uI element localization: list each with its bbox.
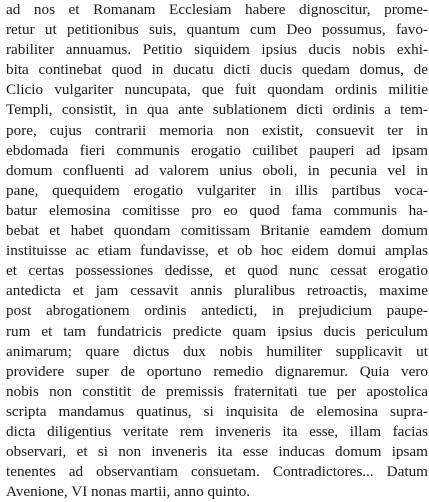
text-line: Templi, consistit, in qua ante sublationem dicti ordinis a tem-	[6, 101, 428, 119]
text-line: tenentes ad observantiam consuetam. Contradictores... Datum	[6, 463, 428, 481]
text-line: post abrogationem ordinis antedicti, in prejudicium paupe-	[6, 302, 428, 320]
text-line: rum et tam fundatricis predicte quam ipsius ducis periculum	[6, 322, 428, 340]
text-line: pore, cujus contrarii memoria non existit, consuevit ter in	[6, 121, 428, 139]
text-line: providere super de oportuno remedio dignaremur. Quia vero	[6, 362, 428, 380]
text-line-last: Avenione, VI nonas martii, anno quinto.	[6, 483, 251, 501]
text-line: et certas possessiones dedisse, et quod nunc cessat erogatio	[6, 262, 428, 280]
text-line: scripta mandamus quatinus, si inquisita de elemosina supra-	[6, 402, 428, 420]
text-line: antedicta et jam cessavit annis pluralibus retroactis, maxime	[6, 282, 428, 300]
text-line: nobis non constitit de premissis fraternitati tue per apostolica	[6, 382, 428, 400]
document-page	[6, 0, 428, 502]
text-line: observari, et si non inveneris ita esse inducas domum ipsam	[6, 443, 428, 461]
text-line: dicta diligentius veritate rem inveneris ita esse, illam facias	[6, 422, 428, 440]
text-line: ebdomada fieri communis erogatio cuilibet pauperi ad ipsam	[6, 141, 428, 159]
text-line: ad nos et Romanam Ecclesiam habere dignoscitur, prome-	[6, 1, 428, 18]
text-line: retur ut petitionibus suis, quantum cum Deo possumus, favo-	[6, 21, 428, 39]
text-line: animarum; quare dictus dux nobis humiliter supplicavit ut	[6, 342, 428, 360]
text-line: instituisse ac etiam fundavisse, et ob hoc eidem domui amplas	[6, 242, 428, 260]
text-line: domum confluenti ad valorem unius oboli, in pecunia vel in	[6, 161, 428, 179]
text-line: batur elemosina comitisse pro eo quod fama communis ha-	[6, 201, 428, 219]
text-line: bebat et habet quondam comitissam Britanie eamdem domum	[6, 222, 428, 240]
text-line: bita continebat quod in ducatu dicti ducis quedam domus, de	[6, 61, 428, 79]
text-line: pane, quequidem erogatio vulgariter in illis partibus voca-	[6, 181, 428, 199]
text-line: Clicio vulgariter nuncupata, que fuit quondam ordinis militie	[6, 81, 428, 99]
text-line: rabiliter annuamus. Petitio siquidem ipsius ducis nobis exhi-	[6, 41, 428, 59]
